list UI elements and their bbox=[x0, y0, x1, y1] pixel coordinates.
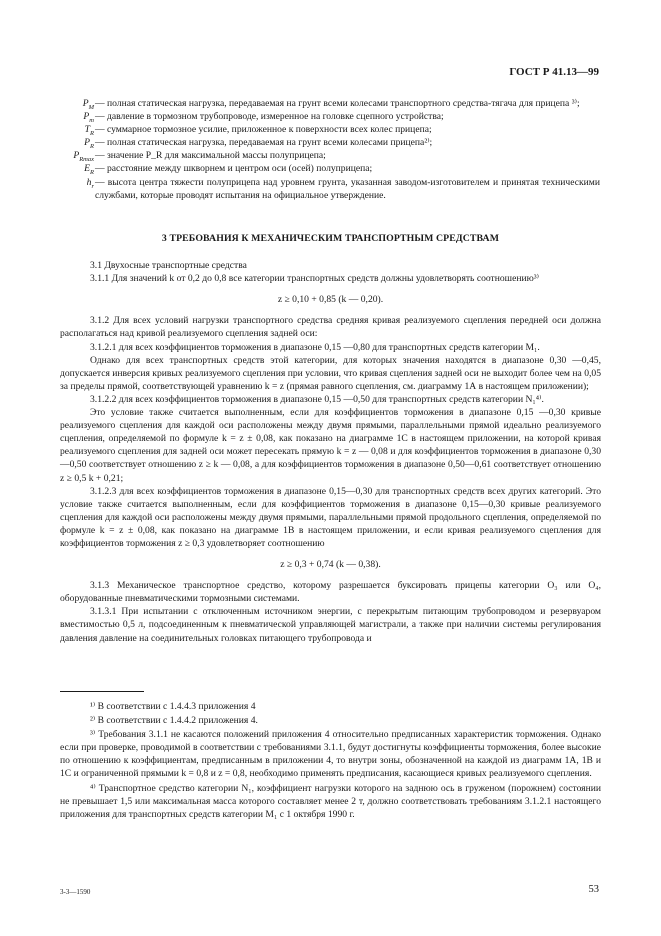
footnote: ³⁾ Требования 3.1.1 не касаются положений приложения 4 относительно предписанных характеристик торможения. Однако если при проверке, проводимой в соответствии с требованиями 3.1.1, будут достигнуты коэффициенты торможения, более высокие по отношению к коэффициентам, предписанным в приложении 4, то внутри зоны, обозначенной на каждой из диаграмм 1А, 1В и 1С и ограниченной прямыми k = 0,8 и z = 0,8, необходимо применять предписания, касающиеся кривых реализуемого сцепления. bbox=[60, 729, 601, 780]
paragraph: 3.1.2.2 для всех коэффициентов торможения в диапазоне 0,15 —0,50 для транспортных средств категории N₁⁴⁾. bbox=[90, 393, 544, 405]
definition-symbol: $T_R$ bbox=[84, 124, 94, 138]
paragraph: 3.1.3 Механическое транспортное средство, которому разрешается буксировать прицепы категории O₃ или O₄, оборудованные пневматическими тормозными системами. bbox=[60, 580, 601, 605]
section-heading: 3 ТРЕБОВАНИЯ К МЕХАНИЧЕСКИМ ТРАНСПОРТНЫМ СРЕДСТВАМ bbox=[161, 233, 500, 244]
print-code: 3-3—1590 bbox=[60, 888, 91, 896]
definition-text: — давление в тормозном трубопроводе, измеренное на головке сцепного устройства; bbox=[95, 110, 600, 123]
definition-item bbox=[60, 149, 600, 162]
paragraph: Однако для всех транспортных средств этой категории, для которых значения находятся в диапазоне 0,30 —0,45, допускается инверсия кривых реализуемого сцепления при условии, что кривая сцепления задней оси не выходит более чем на 0,05 за пределы прямой, соответствующей уравнению k = z (прямая равного сцепления, см. диаграмму 1А в настоящем приложении); bbox=[60, 354, 601, 392]
definition-symbol: $P_R$ bbox=[84, 137, 94, 151]
paragraph: 3.1.2.1 для всех коэффициентов торможения в диапазоне 0,15 —0,80 для транспортных средств категории M₁. bbox=[90, 341, 540, 353]
paragraph: 3.1 Двухосные транспортные средства bbox=[90, 260, 247, 272]
formula: z ≥ 0,3 + 0,74 (k — 0,38). bbox=[280, 559, 381, 571]
paragraph: 3.1.2.3 для всех коэффициентов торможения в диапазоне 0,15—0,30 для транспортных средств всех других категорий. Это условие также считается выполненным, если для коэффициентов торможения в диапазоне 0,15—0,30 кривые реализуемого сцепления для каждой оси расположены между двумя прямыми, параллельными прямой продольного сцепления, определяемой по формуле k = z ± 0,08, как показано на диаграмме 1В в настоящем приложении, и если кривая реализуемого сцепления для коэффициентов торможения z ≥ 0,3 удовлетворяет соотношению bbox=[60, 485, 601, 549]
definitions-list bbox=[60, 97, 600, 202]
definition-text: — значение P_R для максимальной массы полуприцепа; bbox=[95, 149, 600, 162]
footnote-divider bbox=[60, 691, 144, 692]
definition-item bbox=[60, 162, 600, 175]
definition-text: — высота центра тяжести полуприцепа над уровнем грунта, указанная заводом-изготовителем и принятая техническими службами, которые проводят испытания на официальное утверждение. bbox=[95, 176, 600, 202]
footnotes bbox=[60, 700, 601, 822]
section-body bbox=[60, 232, 601, 645]
definition-text: — полная статическая нагрузка, передаваемая на грунт всеми колесами прицепа²⁾; bbox=[95, 136, 600, 149]
definition-item bbox=[60, 176, 600, 202]
paragraph: 3.1.3.1 При испытании с отключенным источником энергии, с перекрытым питающим трубопроводом и резервуаром вместимостью 0,5 л, подсоединенным к пневматической управляющей магистрали, а также при наличии системы регулирования давления давление на соединительных головках питающего трубопровода и bbox=[60, 606, 601, 644]
footnote: ²⁾ В соответствии с 1.4.4.2 приложения 4. bbox=[90, 715, 258, 727]
definition-text: — расстояние между шкворнем и центром оси (осей) полуприцепа; bbox=[95, 162, 600, 175]
formula: z ≥ 0,10 + 0,85 (k — 0,20). bbox=[277, 294, 384, 306]
definition-symbol: $h_r$ bbox=[86, 176, 94, 190]
definition-item bbox=[60, 97, 600, 110]
definition-item bbox=[60, 136, 600, 149]
definition-symbol: $P_M$ bbox=[82, 98, 94, 111]
definition-text: — суммарное тормозное усилие, приложенное к поверхности всех колес прицепа; bbox=[95, 123, 600, 136]
definition-symbol: $P_{Rmax}$ bbox=[73, 150, 94, 164]
page-number: 53 bbox=[588, 884, 599, 895]
definition-item bbox=[60, 110, 600, 123]
footnote: ⁴⁾ Транспортное средство категории N₁, коэффициент нагрузки которого на заднюю ось в груженом (порожнем) состоянии не превышает 1,5 или максимальная масса которого составляет менее 2 т, должно соответствовать требованиям 3.1.2.1 настоящего приложения для транспортных средств категории M₁ с 1 октября 1990 г. bbox=[60, 782, 601, 820]
paragraph: 3.1.2 Для всех условий нагрузки транспортного средства средняя кривая реализуемого сцепления передней оси должна располагаться над кривой реализуемого сцепления задней оси: bbox=[60, 315, 601, 340]
definition-symbol: $P_m$ bbox=[83, 111, 94, 124]
paragraph: Это условие также считается выполненным, если для коэффициентов торможения в диапазоне 0,15 —0,30 кривые реализуемого сцепления для каждой оси расположены между двумя прямыми, параллельными прямой идеально реализуемого сцепления, определяемой по формуле k = z ± 0,08, как показано на диаграмме 1С в настоящем приложении, на которой кривая реализуемого сцепления для задней оси может пересекать прямую k = z — 0,08 и для коэффициентов торможения в диапазоне 0,30—0,50 соответствует отношению z ≥ k — 0,08, а для коэффициентов торможения в диапазоне 0,50—0,61 соответствует отношению z ≥ 0,5 k + 0,21; bbox=[60, 407, 601, 484]
definition-item bbox=[60, 123, 600, 136]
paragraph: 3.1.1 Для значений k от 0,2 до 0,8 все категории транспортных средств должны удовлетворять соотношению³⁾ bbox=[90, 273, 539, 285]
definition-text: — полная статическая нагрузка, передаваемая на грунт всеми колесами транспортного средства-тягача для прицепа ³⁾; bbox=[95, 97, 600, 110]
definition-symbol: $E_R$ bbox=[84, 163, 94, 177]
footnote: ¹⁾ В соответствии с 1.4.4.3 приложения 4 bbox=[90, 701, 256, 712]
standard-code: ГОСТ Р 41.13—99 bbox=[509, 66, 599, 78]
